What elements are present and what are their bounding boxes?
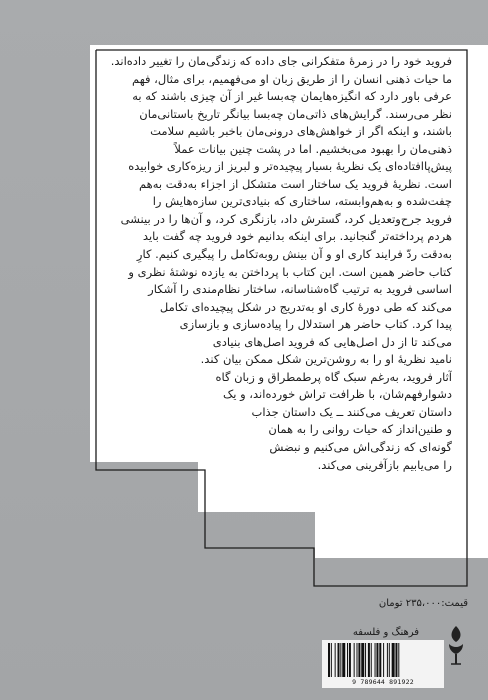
blurb-line: نامید نظریهٔ او را به روشن‌ترین شکل ممکن بیان کند. bbox=[200, 352, 452, 367]
blurb-line: کتاب حاضر همین است. این کتاب با پرداختن به یازده نوشتهٔ نظری و bbox=[128, 264, 452, 279]
blurb-line: را می‌یابیم بازآفرینی می‌کند. bbox=[317, 457, 452, 472]
publisher-logo-icon bbox=[446, 624, 466, 668]
blurb-line: عرفی باور دارد که انگیزه‌هایمان چه‌بسا غیر از آن چیزی باشند که به bbox=[132, 89, 452, 104]
blurb-line: هردم پرداخته‌تر گنجانید. برای اینکه بدانیم خود فروید چه گفت باید bbox=[142, 229, 452, 244]
price-value: ۲۳۵،۰۰۰ تومان bbox=[378, 598, 442, 609]
blurb-line: پیش‌پاافتاده‌ای یک نظریهٔ بسیار پیچیده‌تر و لبریز از ریزه‌کاری خوابیده bbox=[128, 159, 452, 174]
blurb-line: چفت‌شده و به‌هم‌وابسته، ساختاری که بنیادی‌ترین سازه‌هایش را bbox=[152, 194, 452, 209]
price-label: قیمت: bbox=[441, 598, 468, 609]
isbn-number: 9 789644 891922 bbox=[352, 678, 414, 686]
blurb-line: فروید خود را در زمرهٔ متفکرانی جای داده که زندگی‌مان را تغییر داده‌اند. bbox=[110, 54, 452, 68]
blurb-text bbox=[92, 53, 452, 474]
blurb-line: است. نظریهٔ فروید یک ساختار است متشکل از اجزاء به‌دقت به‌هم bbox=[138, 176, 452, 191]
blurb-line: نظر می‌رسند. گرایش‌های ذاتی‌مان چه‌بسا بیانگر تاریخ باستانی‌مان bbox=[139, 106, 452, 121]
blurb-line: داستان تعریف می‌کنند ــ یک داستان جذاب bbox=[251, 404, 452, 419]
blurb-line: دشوارفهم‌شان، با ظرافت تراش خورده‌اند، و یک bbox=[222, 387, 452, 402]
price-row bbox=[318, 598, 468, 609]
blurb-line: و طنین‌انداز که حیات روانی را به همان bbox=[268, 422, 452, 437]
blurb-line: آثار فروید، به‌رغم سبک گاه پرطمطراق و زبان گاه bbox=[215, 369, 452, 384]
blurb-line: پیدا کرد. کتاب حاضر هر استدلال را پیاده‌سازی و بازسازی bbox=[179, 317, 452, 332]
blurb-line: اساسی فروید به ترتیب گاه‌شناسانه، ساختار نظام‌مندی را آشکار bbox=[148, 282, 452, 297]
barcode-icon bbox=[326, 643, 440, 677]
blurb-line: می‌کند تا از دل اصل‌هایی که فروید اصل‌های بنیادی bbox=[212, 334, 452, 349]
blurb-line: ذهنی‌مان را بهبود می‌بخشیم. اما در پشت چنین بیانات عملاً bbox=[174, 141, 452, 156]
isbn-barcode bbox=[322, 640, 444, 688]
blurb-line: می‌کند که طی دورهٔ کاری او به‌تدریج در شکل پیچیده‌ای تکامل bbox=[159, 299, 452, 314]
blurb-line: به‌دقت ردّ فرایند کاری او و آن بینش روبه‌تکامل را پیگیری کنیم. کارِ bbox=[136, 247, 452, 262]
series-label: فرهنگ و فلسفه bbox=[352, 627, 420, 638]
blurb-line: باشند، و اینکه اگر از خواهش‌های درونی‌مان باخبر باشیم سلامت bbox=[150, 124, 452, 139]
blurb-line: فروید جرح‌وتعدیل کرد، گسترش داد، بازنگری کرد، و آن‌ها را در بینشی bbox=[120, 211, 452, 226]
blurb-line: ما حیات ذهنی انسان را از طریق زبان او می‌فهمیم، برای مثال، فهم bbox=[132, 71, 452, 86]
blurb-line: گونه‌ای که زندگی‌اش می‌کنیم و نبضش bbox=[269, 440, 452, 455]
